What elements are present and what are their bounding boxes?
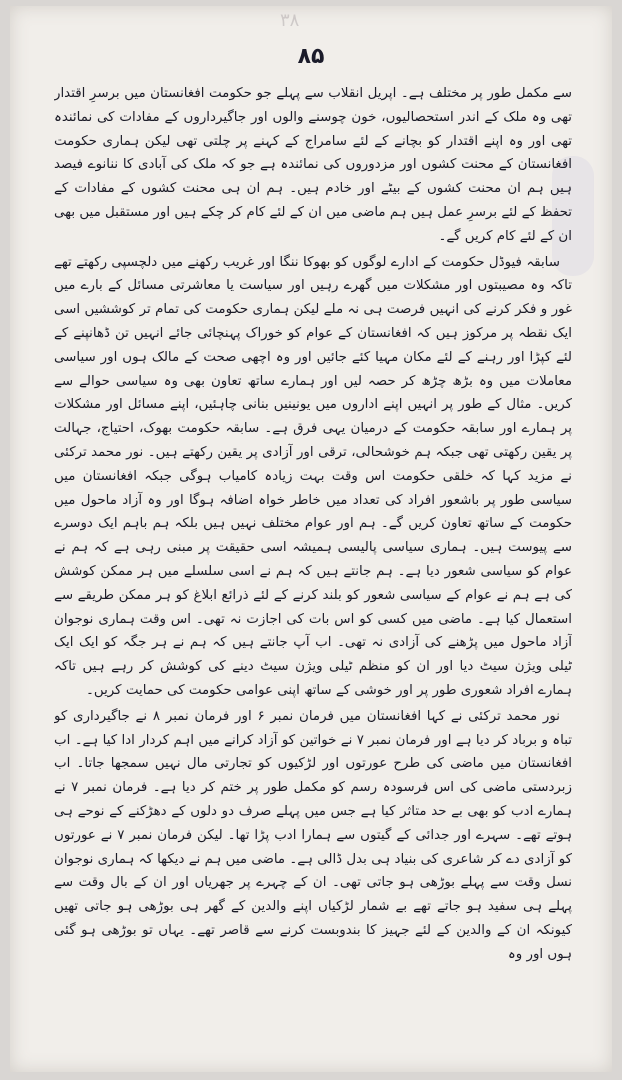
page-number: ۸۵ (297, 44, 325, 69)
paragraph-1: سے مکمل طور پر مختلف ہے۔ اپریل انقلاب سے پہلے جو حکومت افغانستان میں برسرِ اقتدار تھی وہ ملک کے اندر استحصالیوں، خون چوسنے والوں اور جاگیرداروں کے مفادات کی نمائندہ تھی اور وہ اپنے اقتدار کو بچانے کے لئے سامراج کے کہنے پر چلتی تھی لیکن ہماری حکومت افغانستان کے محنت کشوں اور مزدوروں کی نمائندہ ہے جو کہ ملک کی آبادی کا ننانوے فیصد ہیں ہم ان محنت کشوں کے بیٹے اور خادم ہیں۔ ہم ان ہی محنت کشوں کے مفادات کے تحفظ کے لئے برسرِ عمل ہیں ہم ماضی میں ان کے لئے کام کر چکے ہیں اور مستقبل میں بھی ان کے لئے کام کریں گے۔ (54, 86, 572, 244)
body-text (54, 82, 572, 1032)
paragraph-2: سابقہ فیوڈل حکومت کے ادارے لوگوں کو بھوکا ننگا اور غریب رکھنے میں دلچسپی رکھتے تھے تاکہ وہ مصیبتوں اور مشکلات میں گھرے رہیں اور سیاست یا معاشرتی مسائل کے بارے میں غور و فکر کرنے کی انہیں فرصت ہی نہ ملے لیکن ہماری حکومت کی تمام تر کوششیں اسی ایک نقطہ پر مرکوز ہیں کہ افغانستان کے عوام کو خوراک پہنچائی جائے انہیں تن ڈھانپنے کے لئے کپڑا اور رہنے کے لئے مکان مہیا کئے جائیں اور وہ اچھی صحت کے مالک ہوں اور سیاسی معاملات میں وہ بڑھ چڑھ کر حصہ لیں اور ہمارے ساتھ تعاون بھی وہ سیاسی حوالے سے کریں۔ مثال کے طور پر انہیں اپنے اداروں میں یونینیں بنانی چاہئیں، اپنے مسائل اور مشکلات پر ہمارے اور سابقہ حکومت کے درمیان یہی فرق ہے۔ سابقہ حکومت بھوک، احتیاج، جہالت پر یقین رکھتی تھی جبکہ ہم خوشحالی، ترقی اور آزادی پر یقین رکھتے ہیں۔ نور محمد ترکئی نے مزید کہا کہ خلقی حکومت اس وقت بہت زیادہ کامیاب ہوگی جبکہ افغانستان میں سیاسی طور پر باشعور افراد کی تعداد میں خاطر خواہ اضافہ ہوگا اور وہ آزاد ماحول میں حکومت کے ساتھ تعاون کریں گے۔ ہم اور عوام مختلف نہیں ہیں بلکہ ہم باہم ایک دوسرے سے پیوست ہیں۔ ہماری سیاسی پالیسی ہمیشہ اسی حقیقت پر مبنی رہی ہے کہ ہم نے عوام کو سیاسی شعور دیا ہے۔ ہم جانتے ہیں کہ ہم نے اسی سلسلے میں ہر ممکن کوشش کی ہے ہم نے عوام کے سیاسی شعور کو بلند کرنے کے لئے ذرائع ابلاغ کو ہر ممکن طریقے سے استعمال کیا ہے۔ ماضی میں کسی کو اس بات کی اجازت نہ تھی۔ اس وقت ہماری نوجوان آزاد ماحول میں پڑھنے کی آزادی نہ تھی۔ اب آپ جانتے ہیں کہ ہم نے ہر جگہ کو ایک ایک ٹیلی ویژن سیٹ دیا اور ان کو منظم ٹیلی ویژن سیٹ دینے کی کوشش کر رہے ہیں تاکہ ہمارے افراد شعوری طور پر اور خوشی کے ساتھ اپنی عوامی حکومت کی حمایت کریں۔ (54, 254, 572, 698)
paragraph-3: نور محمد ترکئی نے کہا افغانستان میں فرمان نمبر ۶ اور فرمان نمبر ۸ نے جاگیرداری کو تباہ و برباد کر دیا ہے اور فرمان نمبر ۷ نے خواتین کو آزاد کرانے میں اہم کردار ادا کیا ہے۔ اب افغانستان میں ماضی کی طرح عورتوں اور لڑکیوں کو تجارتی مال نہیں سمجھا جاتا۔ اب زبردستی ماضی کی اس فرسودہ رسم کو مکمل طور پر ختم کر دیا ہے۔ فرمان نمبر ۷ نے ہمارے ادب کو بھی بے حد متاثر کیا ہے جس میں پہلے صرف دو دلوں کے دھڑکنے کے نوحے ہی ہوتے تھے۔ سہرے اور جدائی کے گیتوں سے ہمارا ادب پڑا تھا۔ لیکن فرمان نمبر ۷ نے عورتوں کو آزادی دے کر شاعری کی بنیاد ہی بدل ڈالی ہے۔ ماضی میں ہم نے دیکھا کہ ہماری نوجوان نسل وقت سے پہلے بوڑھی ہو جاتی تھی۔ ان کے چہرے پر جھریاں اور ان کے بال وقت سے پہلے ہی سفید ہو جاتے تھے بے شمار لڑکیاں اپنے والدین کے گھر ہی بوڑھی ہو جاتی تھیں کیونکہ ان کے والدین کے لئے جہیز کا بندوبست کرنے سے قاصر تھے۔ یہاں تو بوڑھی ہو گئی ہوں اور وہ (54, 708, 572, 962)
bleed-through-page-number: ٣٨ (280, 10, 300, 31)
book-page (10, 6, 612, 1072)
